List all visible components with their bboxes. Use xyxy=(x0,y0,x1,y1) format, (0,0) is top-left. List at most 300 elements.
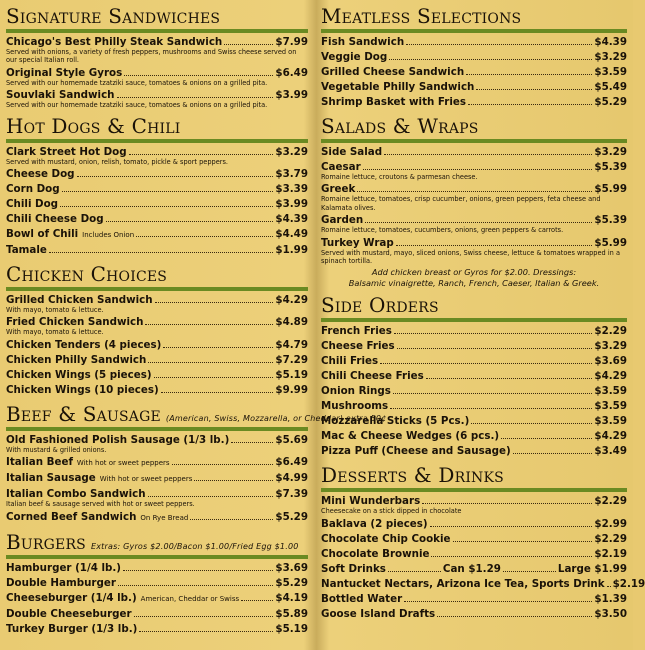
dot-leader xyxy=(145,324,273,325)
item-extra: On Rye Bread xyxy=(140,513,189,522)
item-price: $6.49 xyxy=(275,66,308,79)
menu-item-row xyxy=(321,354,627,369)
section-divider xyxy=(6,287,308,291)
section-heading xyxy=(321,4,627,28)
section-title: Meatless Selections xyxy=(321,4,522,28)
menu-item-row xyxy=(6,182,308,197)
menu-item xyxy=(6,368,308,383)
item-price: $4.39 xyxy=(275,213,308,226)
item-price: $4.29 xyxy=(594,430,627,443)
dot-leader xyxy=(393,393,593,394)
menu-item-row xyxy=(6,607,308,622)
item-price: $4.19 xyxy=(275,591,308,604)
salad-addon-note xyxy=(321,267,627,289)
section-divider xyxy=(6,427,308,431)
menu-item-row xyxy=(321,324,627,339)
menu-item-row xyxy=(321,607,627,622)
menu-item xyxy=(6,561,308,576)
item-name: Corned Beef Sandwich xyxy=(6,510,137,523)
menu-item-row xyxy=(321,414,627,429)
menu-item xyxy=(321,50,627,65)
item-extra: Includes Onion xyxy=(82,231,135,240)
dot-leader xyxy=(406,44,592,45)
menu-item xyxy=(6,510,308,526)
item-name: Soft Drinks xyxy=(321,562,386,575)
menu-item-row xyxy=(321,532,627,547)
dot-leader xyxy=(77,176,274,177)
menu-item xyxy=(321,429,627,444)
item-name: Chicken Philly Sandwich xyxy=(6,353,147,366)
menu-item xyxy=(321,444,627,459)
section-chicken-choices xyxy=(6,262,308,398)
menu-item xyxy=(6,607,308,622)
menu-item-row xyxy=(321,50,627,65)
dot-leader xyxy=(380,363,592,364)
item-description: Italian beef & sausage served with hot or sweet peppers. xyxy=(6,500,195,509)
item-name: Grilled Cheese Sandwich xyxy=(321,66,465,78)
item-name: Nantucket Nectars, Arizona Ice Tea, Sports Drink xyxy=(321,577,605,590)
item-name: Caesar xyxy=(321,161,361,173)
item-description: Romaine lettuce, croutons & parmesan cheese. xyxy=(321,173,478,181)
item-price: $7.99 xyxy=(275,36,308,48)
section-divider xyxy=(321,318,627,322)
item-price: $4.39 xyxy=(594,36,627,48)
item-name: French Fries xyxy=(321,325,392,338)
item-price: $3.59 xyxy=(594,400,627,413)
item-name: Double Cheeseburger xyxy=(6,607,132,620)
item-name: Bowl of Chili xyxy=(6,228,79,241)
item-price: Large $1.99 xyxy=(557,562,627,575)
item-name: Chili Cheese Dog xyxy=(6,213,104,226)
menu-item xyxy=(321,607,627,622)
section-heading xyxy=(6,530,308,554)
menu-item-row xyxy=(6,197,308,212)
item-price: $5.49 xyxy=(594,81,627,93)
dot-leader xyxy=(607,586,611,587)
dot-leader xyxy=(123,570,273,571)
section-title: Side Orders xyxy=(321,293,439,318)
menu-item xyxy=(321,236,627,266)
menu-item xyxy=(6,433,308,454)
menu-item-row xyxy=(321,369,627,384)
item-name: Mini Wunderbars xyxy=(321,495,421,508)
item-name: Souvlaki Sandwich xyxy=(6,89,115,102)
dot-leader xyxy=(394,333,593,334)
menu-item-row xyxy=(321,145,627,160)
item-price: $3.79 xyxy=(275,168,308,181)
menu-item xyxy=(6,455,308,471)
menu-item xyxy=(321,532,627,547)
item-name: Double Hamburger xyxy=(6,576,116,589)
item-price: $5.99 xyxy=(594,183,627,196)
dot-leader xyxy=(117,97,274,98)
item-price: $3.50 xyxy=(594,607,627,620)
menu-item-row xyxy=(6,383,308,398)
item-extra: American, Cheddar or Swiss xyxy=(140,594,240,603)
item-price: $5.69 xyxy=(275,433,308,446)
menu-item-row xyxy=(6,243,308,258)
menu-item xyxy=(321,592,627,607)
section-heading xyxy=(321,114,627,138)
section-title: Salads & Wraps xyxy=(321,114,479,138)
item-name: Mac & Cheese Wedges (6 pcs.) xyxy=(321,430,500,443)
item-description: With mustard & grilled onions. xyxy=(6,445,107,454)
item-extra: With hot or sweet peppers xyxy=(76,459,170,468)
menu-item xyxy=(6,227,308,243)
item-price: $5.29 xyxy=(275,576,308,589)
menu-item xyxy=(321,577,645,592)
dot-leader xyxy=(161,392,274,393)
item-price: $2.99 xyxy=(594,517,627,530)
dot-leader xyxy=(139,631,273,632)
dot-leader xyxy=(106,221,274,222)
item-name: Cheese Fries xyxy=(321,340,395,353)
item-description: Served with mustard, mayo, sliced onions, Swiss cheese, lettuce & tomatoes wrapped in a spinach tortilla. xyxy=(321,248,620,266)
dot-leader xyxy=(62,191,274,192)
item-price: $2.29 xyxy=(594,495,627,508)
menu-item xyxy=(321,354,627,369)
item-price: $2.19 xyxy=(594,547,627,560)
menu-item xyxy=(6,197,308,212)
item-name: Shrimp Basket with Fries xyxy=(321,96,467,108)
item-name: Chili Fries xyxy=(321,355,379,368)
dot-leader xyxy=(241,600,273,601)
dot-leader xyxy=(471,423,592,424)
menu-item-row xyxy=(6,471,308,487)
dot-leader xyxy=(190,519,273,520)
menu-item xyxy=(321,562,627,577)
item-price: $1.39 xyxy=(594,592,627,605)
dot-leader xyxy=(129,154,274,155)
item-price: $3.59 xyxy=(594,385,627,398)
section-salads-and-wraps xyxy=(321,114,627,289)
menu-item-row xyxy=(6,510,308,526)
menu-item xyxy=(321,517,627,532)
item-name: Chicken Wings (10 pieces) xyxy=(6,383,159,396)
dot-leader xyxy=(124,75,273,76)
item-name: Veggie Dog xyxy=(321,51,388,63)
item-name: Chili Cheese Fries xyxy=(321,370,424,383)
menu-item xyxy=(321,95,627,110)
dot-leader xyxy=(163,347,273,348)
section-burgers xyxy=(6,530,308,637)
item-name: Greek xyxy=(321,183,356,196)
item-description: With mayo, tomato & lettuce. xyxy=(6,306,104,315)
item-price: $7.29 xyxy=(275,353,308,366)
dot-leader xyxy=(384,154,592,155)
item-name: Corn Dog xyxy=(6,183,60,196)
dot-leader xyxy=(513,453,593,454)
menu-item xyxy=(321,494,627,515)
section-note: (American, Swiss, Mozzarella, or Cheddar) extra 50¢ xyxy=(165,413,387,423)
menu-item-row xyxy=(6,561,308,576)
menu-item-row xyxy=(6,338,308,353)
section-divider xyxy=(6,555,308,559)
menu-item-row xyxy=(321,577,645,592)
dot-leader xyxy=(231,442,273,443)
dot-leader xyxy=(430,526,593,527)
dot-leader xyxy=(453,541,593,542)
section-title: Chicken Choices xyxy=(6,262,168,287)
item-price: $5.99 xyxy=(594,236,627,249)
section-title: Hot Dogs & Chili xyxy=(6,113,181,138)
item-name: Fried Chicken Sandwich xyxy=(6,316,144,329)
section-divider xyxy=(321,488,627,492)
item-name: Cheeseburger (1/4 lb.) xyxy=(6,591,137,604)
menu-item-row xyxy=(6,455,308,471)
item-name: Fish Sandwich xyxy=(321,36,405,48)
section-signature-sandwiches xyxy=(6,4,308,110)
menu-item xyxy=(321,339,627,354)
section-desserts-and-drinks xyxy=(321,463,645,621)
item-name: Turkey Burger (1/3 lb.) xyxy=(6,622,138,635)
item-description: Romaine lettuce, tomatoes, crisp cucumber, onions, green peppers, feta cheese and Kalamata olives. xyxy=(321,195,601,212)
menu-item xyxy=(6,88,308,109)
dot-leader xyxy=(155,302,274,303)
menu-item-row xyxy=(321,95,627,110)
item-name: Italian Sausage xyxy=(6,472,96,485)
menu-item-row xyxy=(6,576,308,591)
menu-item-row xyxy=(6,368,308,383)
menu-item-row xyxy=(321,592,627,607)
item-price: $3.29 xyxy=(594,51,627,63)
dot-leader xyxy=(404,601,592,602)
item-name: Garden xyxy=(321,214,364,227)
item-price: $5.39 xyxy=(594,161,627,173)
dot-leader xyxy=(224,44,273,45)
item-description: Romaine lettuce, tomatoes, cucumbers, onions, green peppers & carrots. xyxy=(321,226,564,235)
section-heading xyxy=(6,262,308,286)
dot-leader xyxy=(468,104,592,105)
section-title: Burgers xyxy=(6,529,86,554)
dot-leader xyxy=(437,616,592,617)
dot-leader xyxy=(118,585,273,586)
item-name: Hamburger (1/4 lb.) xyxy=(6,561,121,574)
menu-item xyxy=(321,160,627,181)
menu-item xyxy=(6,66,308,87)
item-price: $4.49 xyxy=(275,228,308,241)
item-description: Cheesecake on a stick dipped in chocolate xyxy=(321,507,462,516)
section-heading xyxy=(6,114,308,138)
item-price: $3.99 xyxy=(275,89,308,102)
item-price: $5.39 xyxy=(594,214,627,227)
item-price: $3.69 xyxy=(594,355,627,368)
menu-item xyxy=(6,383,308,398)
item-price: $3.59 xyxy=(594,66,627,78)
menu-item-row xyxy=(6,591,308,607)
item-name: Chili Dog xyxy=(6,198,59,211)
item-price: $3.49 xyxy=(594,445,627,458)
section-note: Extras: Gyros $2.00/Bacon $1.00/Fried Egg $1.00 xyxy=(90,541,299,551)
dot-leader xyxy=(60,206,273,207)
section-hot-dogs-and-chili xyxy=(6,114,308,258)
item-price: $3.69 xyxy=(275,561,308,574)
section-divider xyxy=(6,29,308,33)
section-divider xyxy=(6,139,308,143)
menu-item xyxy=(321,145,627,160)
dot-leader xyxy=(389,59,592,60)
addon-line: Add chicken breast or Gyros for $2.00. Dressings: xyxy=(371,267,577,278)
menu-item xyxy=(6,35,308,65)
dot-leader xyxy=(134,616,274,617)
dot-leader xyxy=(422,503,592,504)
dot-leader xyxy=(172,464,274,465)
menu-item xyxy=(6,182,308,197)
item-price: $3.39 xyxy=(275,183,308,196)
dot-leader xyxy=(365,222,592,223)
item-price: $2.29 xyxy=(594,325,627,338)
section-heading xyxy=(321,293,627,317)
addon-line: Balsamic vinaigrette, Ranch, French, Caeser, Italian & Greek. xyxy=(348,278,600,289)
item-price-small: Can $1.29 xyxy=(442,562,501,575)
item-name: Goose Island Drafts xyxy=(321,607,436,620)
menu-item xyxy=(6,338,308,353)
menu-item xyxy=(6,576,308,591)
item-price: $4.89 xyxy=(275,316,308,329)
item-name: Original Style Gyros xyxy=(6,66,123,79)
menu-item-row xyxy=(6,622,308,637)
item-name: Mushrooms xyxy=(321,400,389,413)
dot-leader xyxy=(396,245,593,246)
menu-item xyxy=(6,591,308,607)
dot-leader xyxy=(476,89,592,90)
menu-item xyxy=(321,547,627,562)
menu-item-row xyxy=(321,517,627,532)
item-description: Served with mustard, onion, relish, tomato, pickle & sport peppers. xyxy=(6,157,228,166)
item-name: Chicago's Best Philly Steak Sandwich xyxy=(6,36,223,48)
item-description: With mayo, tomato & lettuce. xyxy=(6,328,104,337)
menu-item-row xyxy=(321,444,627,459)
item-name: Chocolate Chip Cookie xyxy=(321,532,451,545)
item-price: $5.19 xyxy=(275,368,308,381)
menu-item-row xyxy=(6,167,308,182)
item-name: Old Fashioned Polish Sausage (1/3 lb.) xyxy=(6,433,230,446)
dot-leader xyxy=(49,252,274,253)
menu-item-row xyxy=(321,429,627,444)
item-price: $3.59 xyxy=(594,415,627,428)
menu-item xyxy=(6,487,308,508)
item-price: $6.49 xyxy=(275,456,308,469)
section-side-orders xyxy=(321,293,627,459)
menu-item xyxy=(321,399,627,414)
item-price: $2.19 xyxy=(612,577,645,590)
menu-item-row xyxy=(321,384,627,399)
section-title: Signature Sandwiches xyxy=(6,4,221,28)
dot-leader xyxy=(390,408,592,409)
dot-leader xyxy=(431,556,592,557)
menu-item xyxy=(6,353,308,368)
menu-item-row xyxy=(321,562,627,577)
item-price: $4.99 xyxy=(275,472,308,485)
menu-item xyxy=(321,35,627,50)
item-name: Onion Rings xyxy=(321,385,391,398)
menu-item-row xyxy=(321,65,627,80)
menu-item xyxy=(6,622,308,637)
dot-leader xyxy=(363,169,593,170)
section-divider xyxy=(321,139,627,143)
dot-leader xyxy=(194,480,273,481)
item-price: $4.29 xyxy=(275,294,308,307)
menu-item xyxy=(321,324,627,339)
menu-item-row xyxy=(321,547,627,562)
item-price: $3.29 xyxy=(275,145,308,158)
item-name: Vegetable Philly Sandwich xyxy=(321,81,475,93)
item-price: $5.29 xyxy=(594,96,627,108)
menu-item xyxy=(321,369,627,384)
right-column xyxy=(321,4,645,622)
item-name: Side Salad xyxy=(321,146,383,158)
menu-item xyxy=(6,471,308,487)
item-name: Baklava (2 pieces) xyxy=(321,517,428,530)
menu-item xyxy=(6,167,308,182)
item-price: $7.39 xyxy=(275,488,308,501)
menu-item xyxy=(6,212,308,227)
dot-leader xyxy=(154,377,274,378)
dot-leader xyxy=(397,348,593,349)
item-name: Chocolate Brownie xyxy=(321,547,430,560)
item-name: Tamale xyxy=(6,244,47,257)
item-price: $4.29 xyxy=(594,370,627,383)
dot-leader xyxy=(136,236,273,237)
item-name: Clark Street Hot Dog xyxy=(6,145,127,158)
menu-item-row xyxy=(321,80,627,95)
item-price: $3.99 xyxy=(275,198,308,211)
section-title: Beef & Sausage xyxy=(6,401,161,426)
menu-item xyxy=(6,293,308,314)
item-price: $3.29 xyxy=(594,340,627,353)
item-name: Pizza Puff (Cheese and Sausage) xyxy=(321,445,511,458)
dot-leader xyxy=(501,438,592,439)
dot-leader xyxy=(148,496,274,497)
section-meatless-selections xyxy=(321,4,627,110)
menu-item xyxy=(6,145,308,166)
item-description: Served with our homemade tzatziki sauce, tomatoes & onions on a grilled pita. xyxy=(6,101,268,110)
item-name: Bottled Water xyxy=(321,592,403,605)
item-name: Turkey Wrap xyxy=(321,236,394,249)
item-price: $5.29 xyxy=(275,510,308,523)
item-name: Italian Combo Sandwich xyxy=(6,488,146,501)
menu-item xyxy=(6,315,308,336)
menu-item-row xyxy=(6,353,308,368)
menu-item xyxy=(321,80,627,95)
item-name: Italian Beef xyxy=(6,456,73,469)
menu-item xyxy=(321,384,627,399)
dot-leader xyxy=(426,378,593,379)
menu-item-row xyxy=(321,35,627,50)
item-name: Mozzarella Sticks (5 Pcs.) xyxy=(321,415,470,428)
item-price: $1.99 xyxy=(275,244,308,257)
item-price: $4.79 xyxy=(275,338,308,351)
menu-item xyxy=(321,213,627,234)
item-description: Served with onions, a variety of fresh peppers, mushrooms and Swiss cheese served on our special Italian roll. xyxy=(6,48,297,65)
item-name: Chicken Tenders (4 pieces) xyxy=(6,338,162,351)
dot-leader xyxy=(388,571,441,572)
item-price: $5.19 xyxy=(275,622,308,635)
dot-leader xyxy=(503,571,556,572)
menu-item xyxy=(321,414,627,429)
menu-item-row xyxy=(321,339,627,354)
dot-leader xyxy=(357,191,592,192)
menu-item xyxy=(6,243,308,258)
menu-item-row xyxy=(6,212,308,227)
item-price: $5.89 xyxy=(275,607,308,620)
item-price: $9.99 xyxy=(275,383,308,396)
item-description: Served with our homemade tzatziki sauce, tomatoes & onions on a grilled pita. xyxy=(6,78,268,87)
item-extra: With hot or sweet peppers xyxy=(99,475,193,484)
item-price: $3.29 xyxy=(594,146,627,158)
item-price: $2.29 xyxy=(594,532,627,545)
item-name: Grilled Chicken Sandwich xyxy=(6,294,153,307)
